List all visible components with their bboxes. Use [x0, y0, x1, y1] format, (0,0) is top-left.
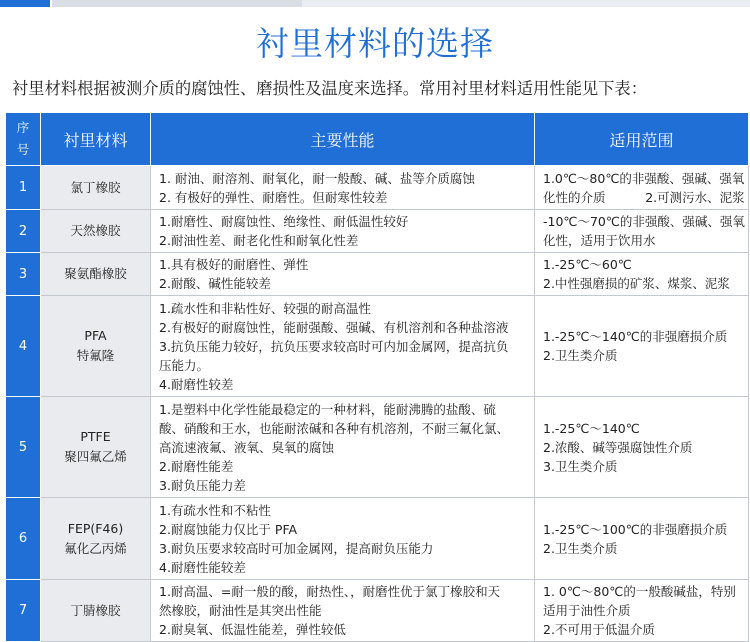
intro-paragraph: 衬里材料根据被测介质的腐蚀性、磨损性及温度来选择。常用衬里材料适用性能见下表： [12, 79, 647, 98]
material-name: PTFE 聚四氟乙烯 [41, 397, 151, 498]
row-number: 2 [6, 210, 41, 253]
table-row [6, 253, 749, 296]
material-range: 1. 0℃～80℃的一般酸碱盐，特别 适用于油性介质 2.不可用于低温介质 [535, 580, 749, 642]
header-material: 衬里材料 [41, 113, 151, 166]
material-range: 1.-25℃～140℃的非强磨损介质 2.卫生类介质 [535, 296, 749, 397]
row-number: 1 [6, 166, 41, 210]
material-name: FEP(F46) 氟化乙丙烯 [41, 498, 151, 580]
material-range: -10℃～70℃的非强酸、强碱、强氧 化性，适用于饮用水 [535, 210, 749, 253]
material-name: 天然橡胶 [41, 210, 151, 253]
header-seq: 序 号 [6, 113, 41, 166]
material-range: 1.-25℃～140℃ 2.浓酸、碱等强腐蚀性介质 3.卫生类介质 [535, 397, 749, 498]
row-number: 4 [6, 296, 41, 397]
material-properties: 1.具有极好的耐磨性、弹性 2.耐酸、碱性能较差 [151, 253, 535, 296]
row-number: 6 [6, 498, 41, 580]
material-range: 1.-25℃～100℃的非强磨损介质 2.卫生类介质 [535, 498, 749, 580]
table-row [6, 580, 749, 642]
material-properties: 1.有疏水性和不粘性 2.耐腐蚀能力仅比于 PFA 3.耐负压要求较高时可加金属网，提高耐负压能力 4.耐磨性能较差 [151, 498, 535, 580]
lining-material-table [5, 112, 749, 642]
table-row [6, 296, 749, 397]
material-properties: 1.疏水性和非粘性好、较强的耐高温性 2.有极好的耐腐蚀性，能耐强酸、强碱、有机溶剂和各种盐溶液 3.抗负压能力较好，抗负压要求较高时可内加金属网，提高抗负 压能力。 4.耐磨性较差 [151, 296, 535, 397]
table-row [6, 166, 749, 210]
material-name: 聚氨酯橡胶 [41, 253, 151, 296]
material-properties: 1.是塑料中化学性能最稳定的一种材料，能耐沸腾的盐酸、硫 酸、硝酸和王水，也能耐浓碱和各种有机溶剂，不耐三氟化氯、 高流速液氟、液氧、臭氧的腐蚀 2.耐磨性能差 3.耐负压能力差 [151, 397, 535, 498]
row-number: 3 [6, 253, 41, 296]
material-name: PFA 特氟隆 [41, 296, 151, 397]
table-header-row [6, 113, 749, 166]
material-range: 1.0℃～80℃的非强酸、强碱、强氧 化性的介质 2.可测污水、泥浆 [535, 166, 749, 210]
material-range: 1.-25℃～60℃ 2.中性强磨损的矿浆、煤浆、泥浆 [535, 253, 749, 296]
table-row [6, 397, 749, 498]
row-number: 5 [6, 397, 41, 498]
material-properties: 1.耐高温、=耐一般的酸，耐热性、，耐磨性优于氯丁橡胶和天 然橡胶，耐油性是其突出性能 2.耐臭氧、低温性能差，弹性较低 [151, 580, 535, 642]
header-properties: 主要性能 [151, 113, 535, 166]
top-tab-strip [0, 0, 750, 7]
material-name: 氯丁橡胶 [41, 166, 151, 210]
inactive-tab[interactable] [50, 0, 302, 7]
table-row [6, 210, 749, 253]
material-properties: 1. 耐油、耐溶剂、耐氧化，耐一般酸、碱、盐等介质腐蚀 2. 有极好的弹性、耐磨性。但耐寒性较差 [151, 166, 535, 210]
row-number: 7 [6, 580, 41, 642]
table-row [6, 498, 749, 580]
material-properties: 1.耐磨性、耐腐蚀性、绝缘性、耐低温性较好 2.耐油性差、耐老化性和耐氧化性差 [151, 210, 535, 253]
header-range: 适用范围 [535, 113, 749, 166]
material-name: 丁腈橡胶 [41, 580, 151, 642]
active-tab-marker[interactable] [0, 0, 50, 7]
page-title: 衬里材料的选择 [256, 24, 494, 63]
